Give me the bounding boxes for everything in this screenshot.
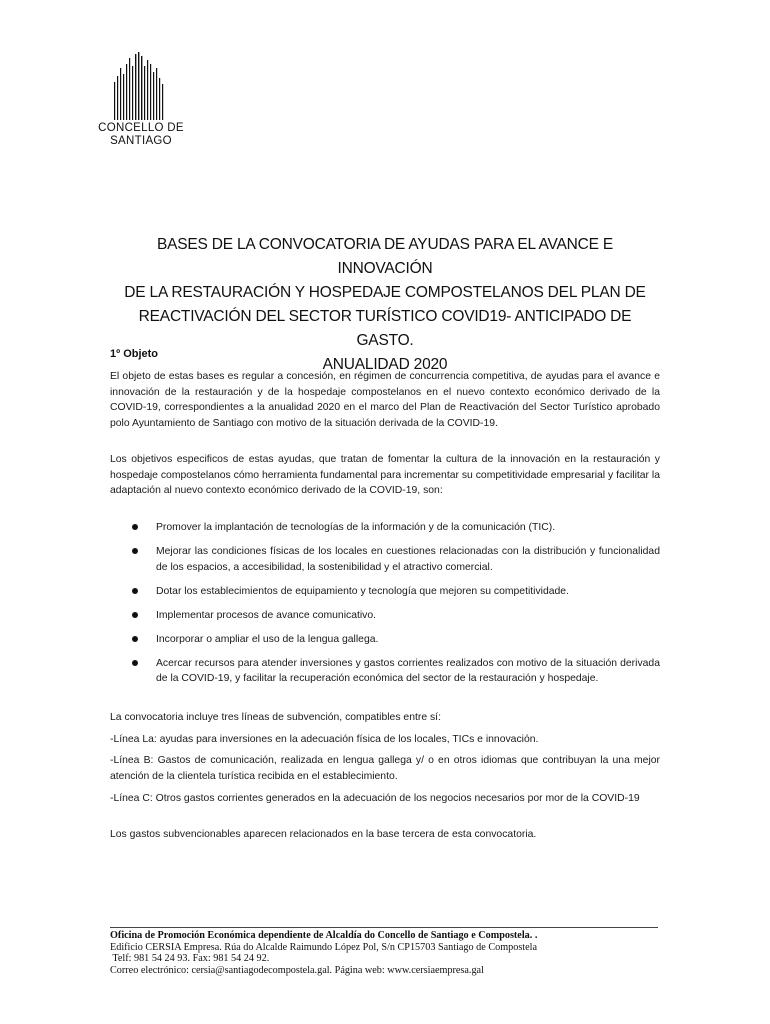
logo-wordmark [98,122,184,148]
document-title [110,233,660,377]
footer-phone: Telf: 981 54 24 93. Fax: 981 54 24 92. [110,953,270,965]
list-item-text: Dotar los establecimientos de equipamiento y tecnología que mejoren su competitividade. [156,585,569,597]
paragraph-objeto: El objeto de estas bases es regular a concesión, en régimen de concurrencia competitiva, de ayudas para el avance e innovación de la restauración y de la hospedaje compostelanos en el nuevo contexto económico derivado de la COVID-19, correspondientes a la anualidad 2020 en el marco del Plan de Reactivación del Sector Turístico aprobado polo Ayuntamiento de Santiago con motivo de la situación derivada de la COVID-19. [110,371,660,429]
logo-line-1: CONCELLO DE [98,122,184,134]
list-item [110,544,660,575]
final-note: Los gastos subvencionables aparecen relacionados en la base tercera de esta convocatoria. [110,829,537,840]
logo-line-2: SANTIAGO [110,135,172,147]
paragraph-objetivos: Los objetivos especificos de estas ayudas, que tratan de fomentar la cultura de la innovación en la restauración y hospedaje compostelanos cómo herramienta fundamental para incrementar su competitividade empresarial y facilitar la adaptación al nuevo contexto económico derivado de la COVID-19, son: [110,454,660,496]
line-lb-text: -Línea B: Gastos de comunicación, realizada en lengua gallega y/ o en otros idiomas que contribuyan la una mejor atención de la clientela turística recibida en el establecimiento. [110,755,660,782]
bullet-icon [132,636,138,642]
title-line-4: ANUALIDAD 2020 [322,356,448,373]
list-item [110,632,660,648]
list-item [110,584,660,600]
list-item-text: Incorporar o ampliar el uso de la lengua gallega. [156,633,379,645]
list-item-text: Mejorar las condiciones físicas de los locales en cuestiones relacionadas con la distribución y funcionalidad de los espacios, a accesibilidad, la sostenibilidad y el atractivo comercial. [156,546,660,573]
concello-logo [98,52,188,152]
objectives-list [110,520,660,695]
line-la-text: -Línea La: ayudas para inversiones en la adecuación física de los locales, TICs e innovación. [110,734,539,745]
bullet-icon [132,548,138,554]
cathedral-logo-icon [110,52,166,120]
footer-contact: Correo electrónico: cersia@santiagodecompostela.gal. Página web: www.cersiaempresa.gal [110,964,484,976]
title-line-3: REACTIVACIÓN DEL SECTOR TURÍSTICO COVID19- ANTICIPADO DE GASTO. [138,308,632,349]
bullet-icon [132,524,138,530]
list-item-text: Acercar recursos para atender inversiones y gastos corrientes realizados con motivo de la situación derivada de la COVID-19, y facilitar la recuperación económica del sector de la restauración y hospedaje. [156,657,660,684]
lines-intro: La convocatoria incluye tres líneas de subvención, compatibles entre sí: [110,712,441,723]
section-heading-objeto: 1º Objeto [110,348,159,360]
bullet-icon [132,612,138,618]
page-footer [110,930,670,976]
footer-divider [110,927,658,928]
footer-address: Edificio CERSIA Empresa. Rúa do Alcalde Raimundo López Pol, S/n CP15703 Santiago de Compostela [110,941,537,953]
list-item-text: Implementar procesos de avance comunicativo. [156,609,377,621]
list-item [110,608,660,624]
line-lc-text: -Línea C: Otros gastos corrientes generados en la adecuación de los negocios necesarios por mor de la COVID-19 [110,793,640,804]
list-item [110,656,660,687]
list-item [110,520,660,536]
title-line-2: DE LA RESTAURACIÓN Y HOSPEDAJE COMPOSTELANOS DEL PLAN DE [124,284,646,301]
list-item-text: Promover la implantación de tecnologías de la información y de la comunicación (TIC). [156,522,556,533]
bullet-icon [132,588,138,594]
title-line-1: BASES DE LA CONVOCATORIA DE AYUDAS PARA EL AVANCE E INNOVACIÓN [156,236,614,277]
bullet-icon [132,660,138,666]
footer-office: Oficina de Promoción Económica dependiente de Alcaldía do Concello de Santiago e Compostela. . [110,930,538,941]
